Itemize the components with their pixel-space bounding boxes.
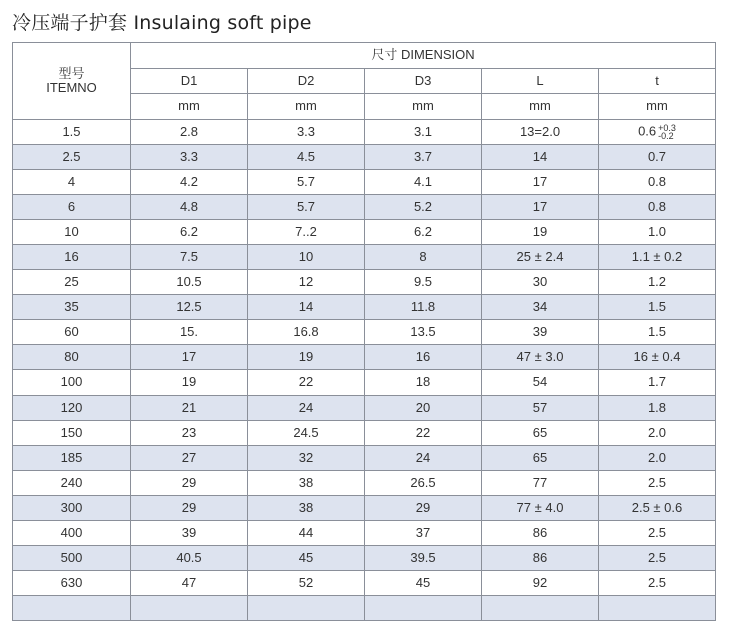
header-row-dimension	[13, 43, 716, 69]
table-cell-d1: 21	[131, 395, 248, 420]
table-cell-t: 2.5	[599, 571, 716, 596]
table-cell-l	[482, 596, 599, 621]
table-cell-t: 0.8	[599, 169, 716, 194]
table-cell-d1: 12.5	[131, 295, 248, 320]
table-cell-d1: 15.	[131, 320, 248, 345]
table-cell-l: 19	[482, 219, 599, 244]
table-cell-l: 65	[482, 445, 599, 470]
item-label-cn: 型号	[58, 65, 85, 81]
item-header-cell	[13, 43, 131, 120]
table-cell-d2: 12	[248, 270, 365, 295]
table-cell-l: 13=2.0	[482, 119, 599, 144]
item-label-en: ITEMNO	[46, 79, 97, 95]
table-cell-d3: 18	[365, 370, 482, 395]
table-cell-d1: 2.8	[131, 119, 248, 144]
table-cell-item: 300	[13, 495, 131, 520]
table-cell-item: 25	[13, 270, 131, 295]
table-cell-t: 0.7	[599, 144, 716, 169]
table-cell-d3: 3.7	[365, 144, 482, 169]
table-cell-item: 150	[13, 420, 131, 445]
unit-cell: mm	[599, 94, 716, 120]
table-cell-d1	[131, 596, 248, 621]
table-cell-l: 86	[482, 521, 599, 546]
table-cell-l: 77	[482, 470, 599, 495]
table-cell-d3	[365, 596, 482, 621]
column-header: D3	[365, 68, 482, 94]
table-cell-d2: 32	[248, 445, 365, 470]
table-cell-t: 2.0	[599, 420, 716, 445]
tolerance-plus: +0.3	[658, 122, 676, 133]
table-cell-d2: 14	[248, 295, 365, 320]
table-cell-l: 65	[482, 420, 599, 445]
table-cell-t: 2.5	[599, 470, 716, 495]
table-cell-d1: 40.5	[131, 546, 248, 571]
unit-cell: mm	[131, 94, 248, 120]
table-cell-l: 34	[482, 295, 599, 320]
table-cell-item: 35	[13, 295, 131, 320]
table-cell-t: 0.8	[599, 194, 716, 219]
table-cell-item: 10	[13, 219, 131, 244]
table-cell-t: 1.1 ± 0.2	[599, 244, 716, 269]
table-cell-d1: 39	[131, 521, 248, 546]
table-cell-d1: 29	[131, 495, 248, 520]
table-cell-d2: 38	[248, 495, 365, 520]
table-cell-d3: 11.8	[365, 295, 482, 320]
table-cell-d2: 45	[248, 546, 365, 571]
table-cell-d3: 26.5	[365, 470, 482, 495]
table-cell-item: 400	[13, 521, 131, 546]
tolerance	[658, 124, 676, 140]
table-row	[13, 596, 716, 621]
column-header: D1	[131, 68, 248, 94]
table-cell-d2: 22	[248, 370, 365, 395]
table-cell-d2: 5.7	[248, 194, 365, 219]
column-header: D2	[248, 68, 365, 94]
table-cell-d1: 47	[131, 571, 248, 596]
table-cell-value: 0.6	[638, 122, 657, 138]
table-cell-item: 2.5	[13, 144, 131, 169]
table-cell-d3: 13.5	[365, 320, 482, 345]
table-cell-l: 25 ± 2.4	[482, 244, 599, 269]
table-cell-item: 185	[13, 445, 131, 470]
table-cell-item: 6	[13, 194, 131, 219]
table-cell-l: 47 ± 3.0	[482, 345, 599, 370]
table-row	[13, 445, 716, 470]
table-cell-d2: 44	[248, 521, 365, 546]
table-cell-d3: 5.2	[365, 194, 482, 219]
table-cell-d1: 17	[131, 345, 248, 370]
table-cell-d2: 19	[248, 345, 365, 370]
table-cell-d3: 37	[365, 521, 482, 546]
table-cell-d2: 7..2	[248, 219, 365, 244]
spec-table	[12, 42, 716, 621]
dimension-header: 尺寸 DIMENSION	[131, 43, 716, 69]
table-cell-l: 77 ± 4.0	[482, 495, 599, 520]
table-cell-l: 17	[482, 169, 599, 194]
table-cell-d3: 4.1	[365, 169, 482, 194]
page-title: 冷压端子护套 Insulaing soft pipe	[12, 12, 312, 34]
table-cell-d1: 27	[131, 445, 248, 470]
table-cell-d3: 24	[365, 445, 482, 470]
table-cell-d2: 38	[248, 470, 365, 495]
table-cell-item: 60	[13, 320, 131, 345]
table-cell-d3: 45	[365, 571, 482, 596]
table-cell-d3: 20	[365, 395, 482, 420]
table-row	[13, 270, 716, 295]
table-row	[13, 521, 716, 546]
table-cell-t: 2.0	[599, 445, 716, 470]
table-cell-item: 1.5	[13, 119, 131, 144]
table-cell-item: 80	[13, 345, 131, 370]
table-cell-l: 14	[482, 144, 599, 169]
unit-cell: mm	[248, 94, 365, 120]
table-cell-t	[599, 596, 716, 621]
table-cell-t: 2.5	[599, 521, 716, 546]
table-cell-d1: 19	[131, 370, 248, 395]
table-row	[13, 420, 716, 445]
table-row	[13, 370, 716, 395]
table-cell-t	[599, 119, 716, 144]
table-cell-item: 120	[13, 395, 131, 420]
table-cell-d1: 4.2	[131, 169, 248, 194]
table-cell-d1: 4.8	[131, 194, 248, 219]
table-cell-item: 240	[13, 470, 131, 495]
table-cell-t: 1.8	[599, 395, 716, 420]
table-cell-d1: 6.2	[131, 219, 248, 244]
table-row	[13, 144, 716, 169]
table-row	[13, 345, 716, 370]
table-cell-l: 30	[482, 270, 599, 295]
table-row	[13, 194, 716, 219]
table-cell-d1: 3.3	[131, 144, 248, 169]
table-cell-item: 4	[13, 169, 131, 194]
table-cell-t: 1.0	[599, 219, 716, 244]
table-row	[13, 219, 716, 244]
table-cell-item: 100	[13, 370, 131, 395]
table-cell-l: 57	[482, 395, 599, 420]
table-cell-t: 2.5 ± 0.6	[599, 495, 716, 520]
table-row	[13, 571, 716, 596]
table-cell-l: 17	[482, 194, 599, 219]
table-row	[13, 320, 716, 345]
table-cell-d3: 6.2	[365, 219, 482, 244]
table-cell-t: 16 ± 0.4	[599, 345, 716, 370]
table-cell-d3: 3.1	[365, 119, 482, 144]
table-cell-l: 54	[482, 370, 599, 395]
table-row	[13, 295, 716, 320]
table-row	[13, 470, 716, 495]
table-row	[13, 169, 716, 194]
table-row	[13, 495, 716, 520]
table-cell-d3: 29	[365, 495, 482, 520]
table-cell-item: 630	[13, 571, 131, 596]
table-cell-d3: 8	[365, 244, 482, 269]
table-cell-t: 1.5	[599, 320, 716, 345]
unit-cell: mm	[482, 94, 599, 120]
table-cell-t: 2.5	[599, 546, 716, 571]
table-cell-d1: 29	[131, 470, 248, 495]
table-cell-d1: 23	[131, 420, 248, 445]
tolerance-minus: -0.2	[658, 130, 674, 141]
table-cell-d1: 7.5	[131, 244, 248, 269]
column-header: t	[599, 68, 716, 94]
table-cell-d2: 10	[248, 244, 365, 269]
table-cell-d2: 3.3	[248, 119, 365, 144]
unit-cell: mm	[365, 94, 482, 120]
table-cell-d2: 24	[248, 395, 365, 420]
table-cell-d2: 52	[248, 571, 365, 596]
table-cell-d2: 24.5	[248, 420, 365, 445]
table-cell-item: 16	[13, 244, 131, 269]
table-cell-l: 92	[482, 571, 599, 596]
table-cell-d2	[248, 596, 365, 621]
table-row	[13, 244, 716, 269]
table-cell-d2: 16.8	[248, 320, 365, 345]
table-cell-l: 39	[482, 320, 599, 345]
table-cell-d3: 22	[365, 420, 482, 445]
table-cell-item	[13, 596, 131, 621]
table-row	[13, 119, 716, 144]
table-cell-t: 1.2	[599, 270, 716, 295]
table-cell-item: 500	[13, 546, 131, 571]
table-row	[13, 546, 716, 571]
table-cell-d3: 9.5	[365, 270, 482, 295]
table-cell-d2: 4.5	[248, 144, 365, 169]
table-cell-d2: 5.7	[248, 169, 365, 194]
table-cell-l: 86	[482, 546, 599, 571]
table-cell-d1: 10.5	[131, 270, 248, 295]
table-cell-d3: 16	[365, 345, 482, 370]
table-cell-t: 1.7	[599, 370, 716, 395]
table-cell-t: 1.5	[599, 295, 716, 320]
table-row	[13, 395, 716, 420]
table-cell-d3: 39.5	[365, 546, 482, 571]
column-header: L	[482, 68, 599, 94]
